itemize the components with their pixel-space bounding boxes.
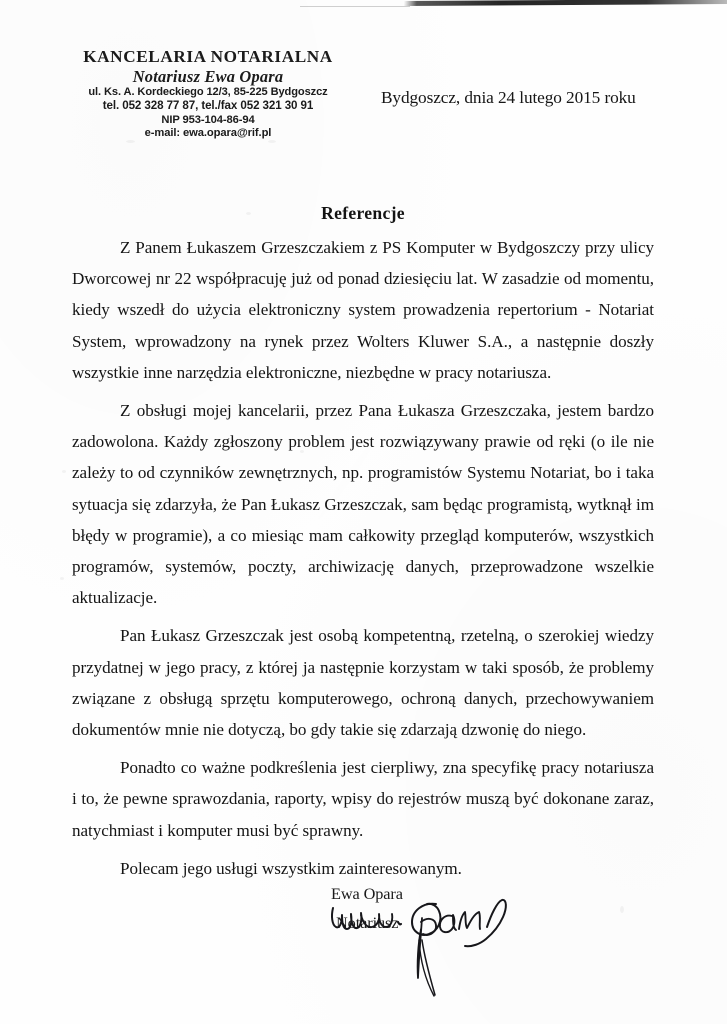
letterhead-company-name: KANCELARIA NOTARIALNA [83, 47, 333, 66]
scan-speck [268, 140, 276, 143]
paragraph: Ponadto co ważne podkreślenia jest cierpliwy, zna specyfikę pracy notariusza i to, że pewne sprawozdania, raporty, wpisy do rejestrów muszą być dokonane zaraz, natychmiast i komputer musi być sprawny. [72, 758, 654, 840]
paragraph: Z Panem Łukaszem Grzeszczakiem z PS Komputer w Bydgoszczy przy ulicy Dworcowej nr 22 współpracuję już od ponad dziesięciu lat. W zasadzie od momentu, kiedy wszedł do użycia elektroniczny system prowadzenia repertorium - Notariat System, wprowadzony na rynek przez Wolters Kluwer S.A., a następnie doszły wszystkie inne narzędzia elektroniczne, niezbędne w pracy notariusza. [72, 238, 654, 382]
letterhead-phone: tel. 052 328 77 87, tel./fax 052 321 30 91 [102, 99, 314, 113]
date-line: Bydgoszcz, dnia 24 lutego 2015 roku [381, 88, 636, 107]
scan-speck [126, 140, 135, 143]
signature-block [331, 884, 561, 1004]
scan-edge-artifact [404, 0, 727, 6]
paragraph: Pan Łukasz Grzeszczak jest osobą kompetentną, rzetelną, o szerokiej wiedzy przydatnej w jego pracy, z której ja następnie korzystam w taki sposób, że problemy związane z obsługą sprzętu komputerowego, ochroną danych, przechowywaniem dokumentów mnie nie dotyczą, bo gdy takie się zdarzają dzwonię do niego. [72, 626, 654, 740]
paragraph: Polecam jego usługi wszystkim zainteresowanym. [120, 858, 462, 878]
paragraph: Z obsługi mojej kancelarii, przez Pana Łukasza Grzeszczaka, jestem bardzo zadowolona. Każdy zgłoszony problem jest rozwiązywany prawie od ręki (o ile nie zależy to od czynników zewnętrznych, np. programistów Systemu Notariat, bo i taka sytuacja się zdarzyła, że Pan Łukasz Grzeszczak, sam będąc programistą, wytknął im błędy w programie), a co miesiąc mam całkowity przegląd komputerów, wszystkich programów, systemów, poczty, archiwizację danych, przeprowadzone wszelkie aktualizacje. [72, 401, 654, 608]
letterhead-stamp [58, 48, 358, 139]
signature-role: Notariusz [336, 913, 399, 932]
letterhead-tax-id: NIP 953-104-86-94 [161, 113, 255, 126]
letterhead-address: ul. Ks. A. Kordeckiego 12/3, 85-225 Bydgoszcz [88, 86, 328, 99]
letter-body [72, 232, 654, 884]
letterhead-notary-name: Notariusz Ewa Opara [132, 66, 284, 86]
scan-speck [620, 906, 624, 913]
scan-edge-artifact-faint [300, 6, 410, 7]
letterhead-email: e-mail: ewa.opara@rif.pl [144, 126, 272, 139]
scan-speck [62, 470, 66, 473]
signature-name: Ewa Opara [331, 884, 403, 903]
scan-speck [60, 577, 64, 580]
page-title: Referencje [321, 203, 405, 223]
